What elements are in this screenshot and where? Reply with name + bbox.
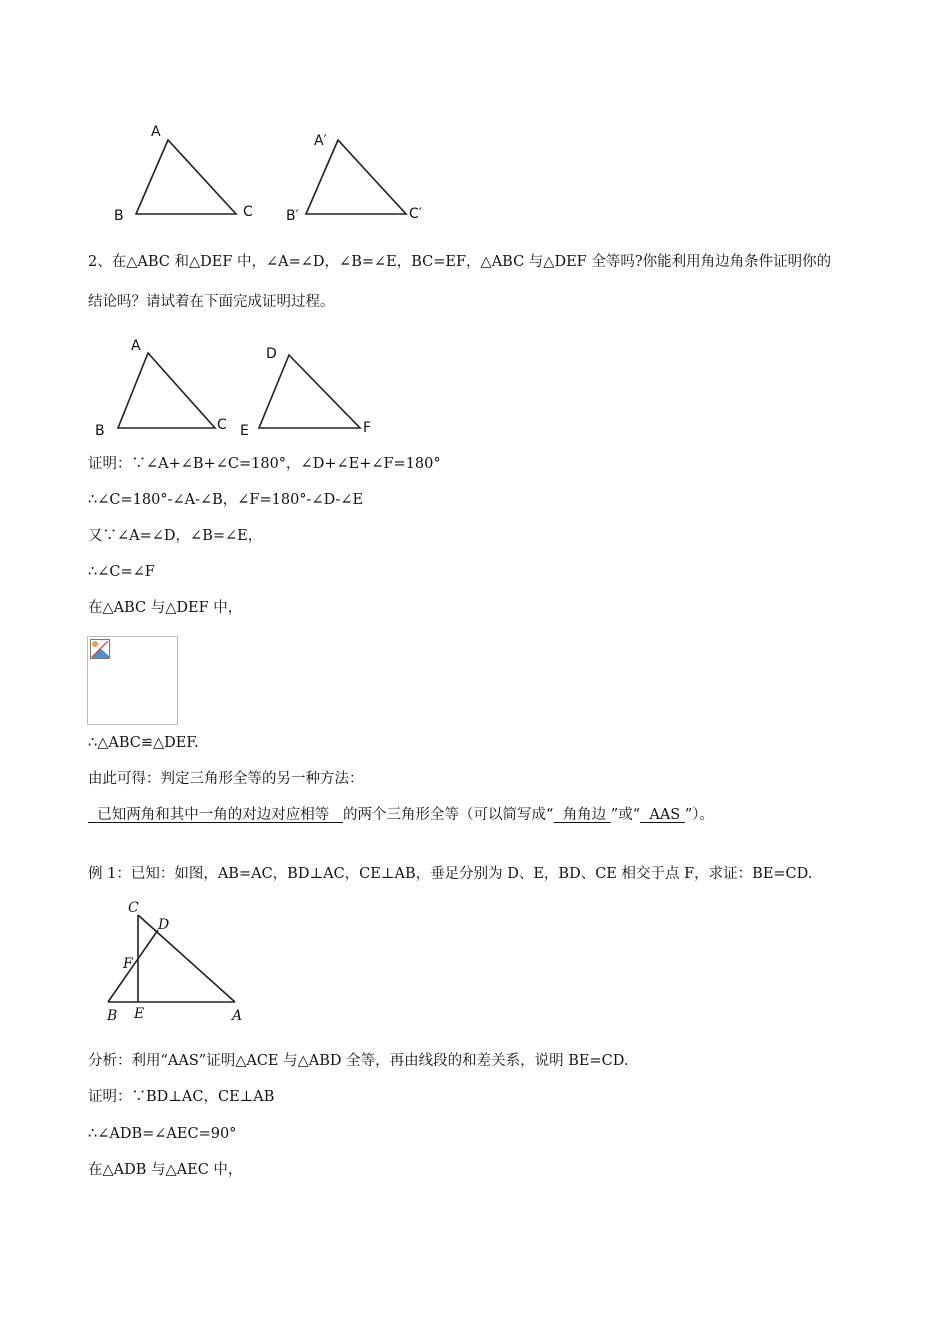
figure-triangles-abc-def (88, 335, 388, 440)
question-2-line2: 结论吗？请试着在下面完成证明过程。 (88, 294, 335, 310)
triangle-def (259, 355, 360, 428)
proof2-line-3: 在△ADB 与△AEC 中， (88, 1162, 243, 1178)
label-a: A (131, 338, 141, 354)
conclusion: ∴△ABC≌△DEF. (88, 735, 199, 751)
proof2-line-2: ∴∠ADB=∠AEC=90° (88, 1126, 237, 1142)
label-d: D (158, 917, 170, 933)
figure-triangles-abc-a1b1c1 (100, 120, 440, 230)
question-2-line1: 2、在△ABC 和△DEF 中，∠A=∠D，∠B=∠E，BC=EF，△ABC 与△DEF 全等吗?你能利用角边角条件证明你的 (88, 254, 832, 270)
label-b-prime: B′ (286, 208, 299, 224)
broken-image-icon (90, 639, 110, 659)
label-c: C (128, 900, 139, 916)
label-e: E (134, 1006, 145, 1022)
method-text: 的两个三角形全等（可以简写成“ (343, 807, 554, 823)
label-d: D (266, 346, 277, 362)
blank-answer-3: AAS (649, 807, 681, 823)
triangle-a1b1c1 (306, 140, 406, 214)
blank-answer-1: 已知两角和其中一角的对边对应相等 (97, 807, 330, 823)
proof-line-2: ∴∠C=180°-∠A-∠B，∠F=180°-∠D-∠E (88, 492, 364, 508)
figure-example-1 (100, 898, 260, 1028)
method-statement (88, 805, 714, 825)
proof-line-4: ∴∠C=∠F (88, 564, 155, 580)
label-e: E (240, 423, 249, 439)
proof2-line-1: 证明：∵BD⊥AC，CE⊥AB (88, 1089, 275, 1105)
label-c-prime: C′ (409, 206, 422, 222)
segment-bd (108, 930, 158, 1002)
label-a: A (151, 124, 161, 140)
analysis: 分析：利用“AAS”证明△ACE 与△ABD 全等，再由线段的和差关系，说明 BE=CD. (88, 1053, 629, 1069)
triangle-abc (118, 353, 215, 428)
label-b: B (114, 208, 124, 224)
method-text-2: ”或“ (610, 807, 641, 823)
label-f: F (363, 420, 372, 436)
method-text-end: ”）。 (684, 807, 715, 823)
broken-image-placeholder (87, 636, 178, 725)
proof-line-5: 在△ABC 与△DEF 中， (88, 600, 243, 616)
label-a-prime: A′ (314, 133, 327, 149)
label-b: B (95, 423, 105, 439)
method-intro: 由此可得：判定三角形全等的另一种方法： (88, 771, 364, 787)
label-f: F (123, 956, 133, 972)
triangle-abc (136, 140, 236, 214)
label-c: C (243, 204, 253, 220)
label-b: B (107, 1008, 118, 1024)
label-c: C (217, 417, 227, 433)
blank-answer-2: 角角边 (562, 807, 607, 823)
label-a: A (232, 1008, 243, 1024)
example-1: 例 1：已知：如图，AB=AC，BD⊥AC，CE⊥AB，垂足分别为 D、E，BD、CE 相交于点 F，求证：BE=CD. (88, 866, 813, 882)
proof-line-1: 证明：∵∠A+∠B+∠C=180°，∠D+∠E+∠F=180° (88, 456, 441, 472)
proof-line-3: 又∵∠A=∠D，∠B=∠E， (88, 528, 263, 544)
segment-ca (138, 915, 235, 1002)
